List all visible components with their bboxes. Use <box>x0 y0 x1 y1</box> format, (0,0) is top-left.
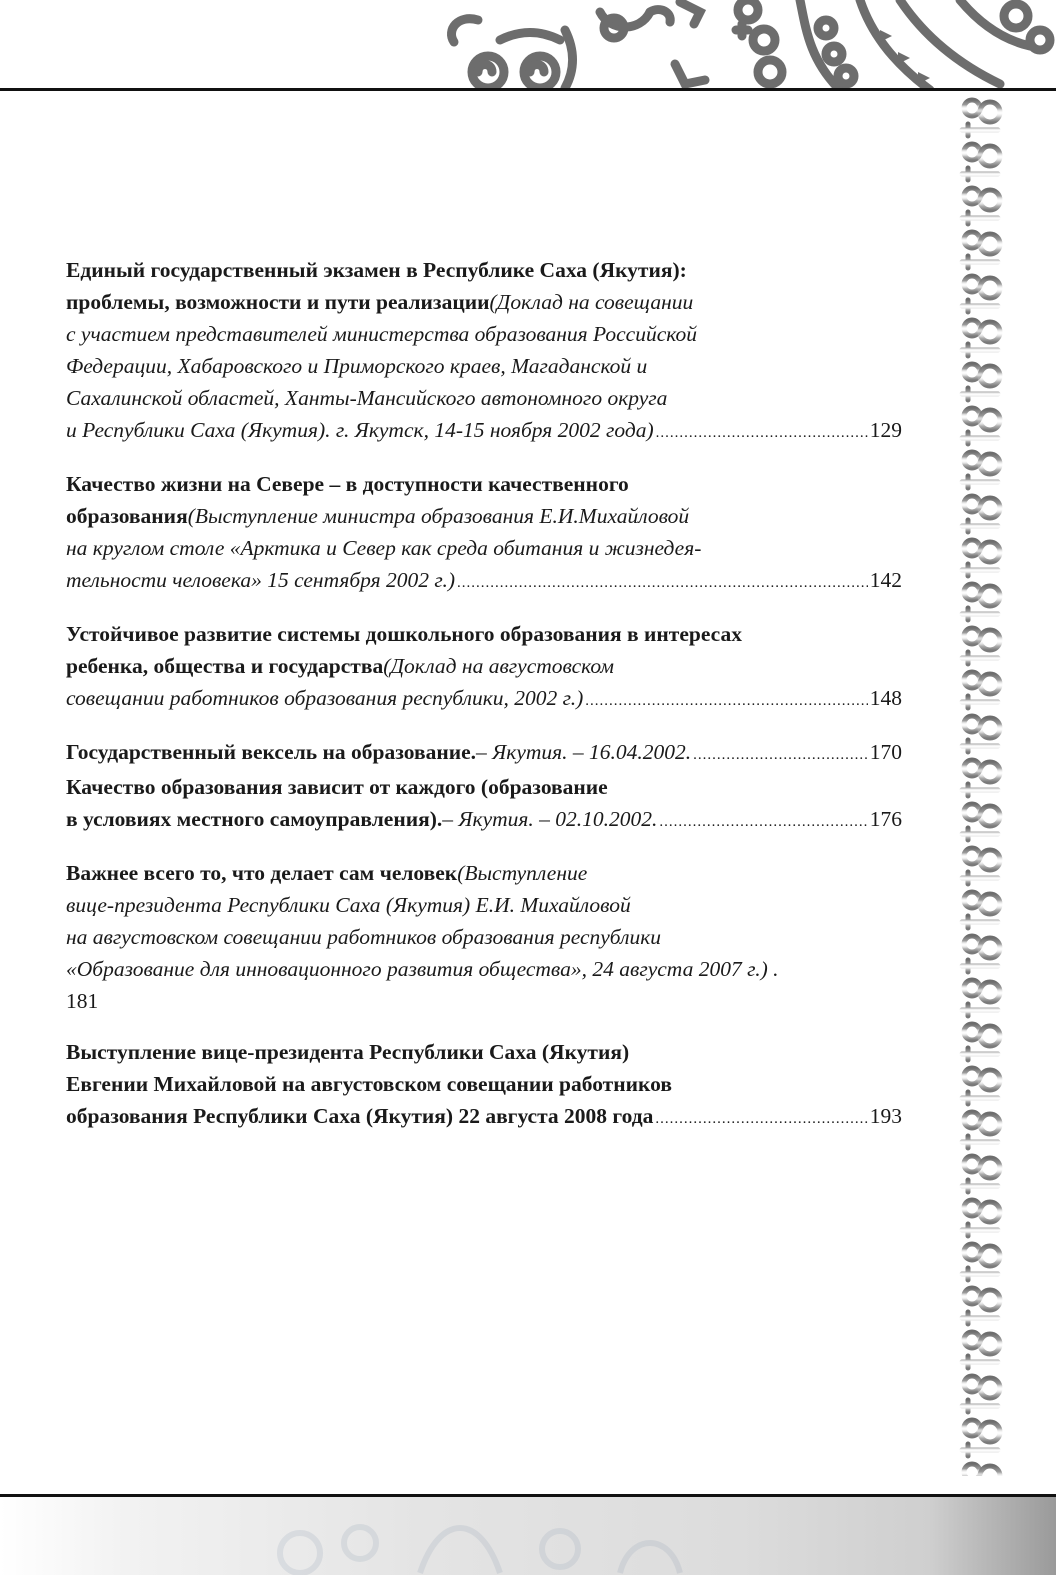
toc-entry-line <box>66 650 902 682</box>
entry-note: (Доклад на совещании <box>489 290 694 314</box>
dot-leader <box>585 685 867 717</box>
entry-note: Федерации, Хабаровского и Приморского краев, Магаданской и <box>66 354 648 378</box>
toc-entry-line <box>66 350 902 382</box>
dot-leader <box>693 739 868 771</box>
toc-entry-line <box>66 1036 902 1068</box>
entry-note: «Образование для инновационного развития общества», 24 августа 2007 г.) . <box>66 957 779 981</box>
entry-note: (Доклад на августовском <box>383 654 615 678</box>
entry-note: – Якутия. – 02.10.2002. <box>442 807 658 831</box>
toc-entry-line <box>66 618 902 650</box>
entry-text: 181 <box>66 989 99 1013</box>
page-number[interactable]: 193 <box>869 1104 902 1128</box>
toc-entry[interactable] <box>66 254 902 449</box>
entry-note: с участием представителей министерства образования Российской <box>66 322 698 346</box>
toc-entry[interactable] <box>66 771 902 838</box>
entry-note: вице-президента Республики Саха (Якутия) Е.И. Михайловой <box>66 893 631 917</box>
page-number[interactable]: 170 <box>869 740 902 764</box>
entry-note: – Якутия. – 16.04.2002. <box>476 740 692 764</box>
entry-title: в условиях местного самоуправления). <box>66 807 443 831</box>
ornament-swirls-icon <box>0 0 1056 90</box>
entry-title: Качество жизни на Севере – в доступности качественного <box>66 472 629 496</box>
entry-note: (Выступление <box>457 861 588 885</box>
toc-entry-line <box>66 468 902 500</box>
toc-entry[interactable] <box>66 1036 902 1135</box>
page-number[interactable]: 142 <box>869 568 902 592</box>
toc-entry-line <box>66 254 902 286</box>
faint-swirl-icon <box>240 1503 740 1575</box>
top-divider <box>0 88 1056 91</box>
entry-title: ребенка, общества и государства <box>66 654 384 678</box>
toc-entry-line <box>66 771 902 803</box>
dot-leader <box>457 567 868 599</box>
entry-note: на августовском совещании работников образования республики <box>66 925 661 949</box>
page-number[interactable]: 129 <box>869 418 902 442</box>
toc-entry-line <box>66 921 902 953</box>
toc-entry[interactable] <box>66 618 902 717</box>
entry-title: Устойчивое развитие системы дошкольного образования в интересах <box>66 622 742 646</box>
entry-title: Выступление вице-президента Республики Саха (Якутия) <box>66 1040 630 1064</box>
entry-title: образования <box>66 504 188 528</box>
bottom-decor-band <box>0 1497 1056 1575</box>
entry-note: (Выступление министра образования Е.И.Михайловой <box>187 504 690 528</box>
toc-entry-line <box>66 500 902 532</box>
toc-entry-line <box>66 382 902 414</box>
dot-leader <box>655 1103 867 1135</box>
toc-entry-line <box>66 985 902 1017</box>
toc-entry-line <box>66 1068 902 1100</box>
entry-title: Государственный вексель на образование. <box>66 740 477 764</box>
entry-title: Евгении Михайловой на августовском совещании работников <box>66 1072 672 1096</box>
toc-entry-line <box>66 736 902 771</box>
entry-title: проблемы, возможности и пути реализации <box>66 290 490 314</box>
dot-leader <box>659 806 867 838</box>
ornament-border-icon <box>958 96 1004 1476</box>
toc-entry-line <box>66 414 902 449</box>
toc-entry-line <box>66 953 902 985</box>
toc-entry[interactable] <box>66 857 902 1017</box>
toc-entry[interactable] <box>66 468 902 599</box>
toc-entry-line <box>66 286 902 318</box>
entry-note: и Республики Саха (Якутия). г. Якутск, 14-15 ноября 2002 года) <box>66 418 654 442</box>
toc-entry-line <box>66 682 902 717</box>
page-number[interactable]: 148 <box>869 686 902 710</box>
entry-note: тельности человека» 15 сентября 2002 г.) <box>66 568 456 592</box>
entry-note: Сахалинской областей, Ханты-Мансийского автономного округа <box>66 386 668 410</box>
entry-title: Единый государственный экзамен в Республике Саха (Якутия): <box>66 258 687 282</box>
table-of-contents <box>66 254 902 1154</box>
side-ornament-column <box>958 96 1004 1476</box>
dot-leader <box>656 417 868 449</box>
toc-entry[interactable] <box>66 736 902 771</box>
entry-note: совещании работников образования республики, 2002 г.) <box>66 686 584 710</box>
entry-note: на круглом столе «Арктика и Север как среда обитания и жизнедея- <box>66 536 702 560</box>
toc-entry-line <box>66 564 902 599</box>
toc-entry-line <box>66 889 902 921</box>
entry-title: Качество образования зависит от каждого (образование <box>66 775 608 799</box>
page-number[interactable]: 176 <box>869 807 902 831</box>
entry-title: образования Республики Саха (Якутия) 22 августа 2008 года <box>66 1104 654 1128</box>
top-ornament-band <box>0 0 1056 90</box>
toc-entry-line <box>66 1100 902 1135</box>
toc-entry-line <box>66 857 902 889</box>
toc-entry-line <box>66 532 902 564</box>
toc-entry-line <box>66 803 902 838</box>
entry-title: Важнее всего то, что делает сам человек <box>66 861 458 885</box>
toc-entry-line <box>66 318 902 350</box>
